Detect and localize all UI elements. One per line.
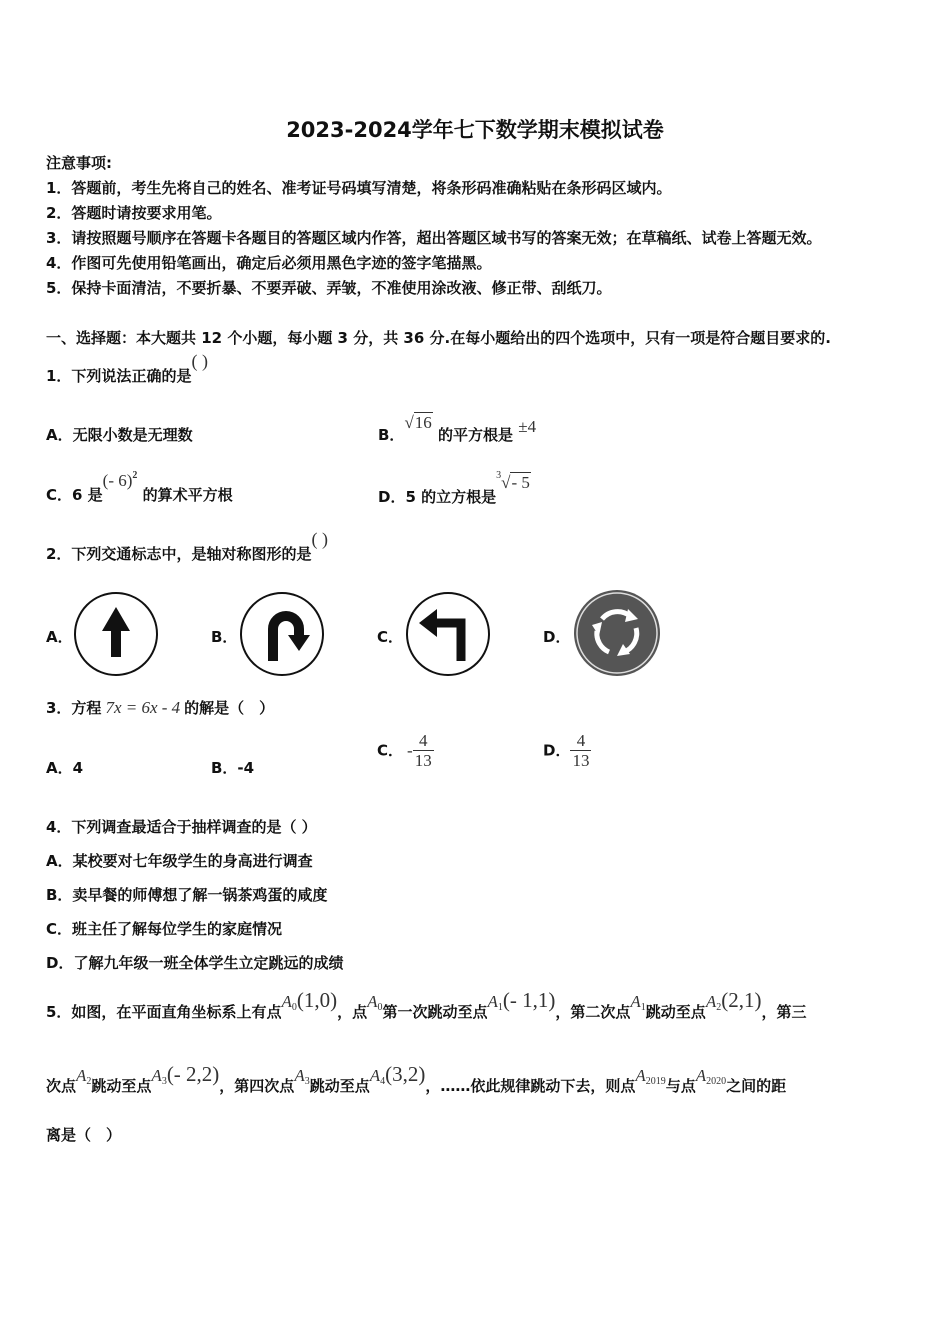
q5-text-1: 5．如图，在平面直角坐标系上有点: [46, 1003, 282, 1021]
notes-heading: 注意事项:: [46, 154, 112, 172]
q3-option-d: [543, 731, 591, 771]
question-5-line-3: 离是（ ）: [46, 1126, 122, 1144]
q1-c-label: C．6 是: [46, 486, 103, 504]
q1-stem: 1．下列说法正确的是: [46, 367, 192, 385]
q5-a2019-sub: 2019: [645, 1076, 666, 1087]
q3-stem-pre: 3．方程: [46, 699, 102, 717]
question-1: [46, 351, 208, 385]
q1-b-value: ±4: [518, 417, 537, 436]
q3-d-denominator: 13: [572, 751, 590, 770]
q5-text-7: 次点: [46, 1077, 77, 1095]
q2-paren: ( ): [311, 529, 328, 549]
question-5-line-1: [46, 988, 807, 1021]
q1-paren: ( ): [191, 351, 208, 371]
q1-d-label: D．5 的立方根是: [378, 488, 497, 506]
q5-a3b-sub: 3: [304, 1076, 310, 1087]
note-item-2: 2．答题时请按要求用笔。: [46, 204, 222, 222]
q5-a1b-sub: 1: [640, 1002, 646, 1013]
section-heading: 一、选择题：本大题共 12 个小题，每小题 3 分，共 36 分.在每小题给出的四个选项中，只有一项是符合题目要求的.: [46, 329, 831, 347]
q2-label-c: C．: [377, 628, 404, 646]
q5-a3b: A: [294, 1066, 305, 1085]
q5-text-2: ，点: [337, 1003, 368, 1021]
q1-option-c: [46, 470, 233, 504]
question-3: [46, 697, 274, 718]
q1-option-b: [378, 412, 537, 444]
q1-d-radicand: - 5: [511, 473, 530, 492]
roundabout-icon: [572, 588, 662, 678]
q5-a1: A: [487, 992, 498, 1011]
page-title: 2023-2024学年七下数学期末模拟试卷: [286, 118, 664, 142]
q2-label-a: A．: [46, 628, 73, 646]
q5-p0: (1,0): [296, 988, 338, 1012]
q3-d-label: D．: [543, 741, 571, 760]
q1-d-cuberoot: $^3$√- 5: [496, 470, 530, 492]
note-item-1: 1．答题前，考生先将自己的姓名、准考证号码填写清楚，将条形码准确粘贴在条形码区域内。: [46, 179, 672, 197]
q3-stem-post: 的解是（ ）: [184, 699, 275, 717]
q1-c-exp: 2: [132, 470, 138, 481]
q5-a2-sub: 2: [716, 1002, 722, 1013]
q5-text-8: 跳动至点: [91, 1077, 152, 1095]
q5-p3: (- 2,2): [166, 1062, 220, 1086]
q5-text-5: 跳动至点: [645, 1003, 706, 1021]
q1-option-d: [378, 470, 531, 506]
q5-text-10: 跳动至点: [309, 1077, 370, 1095]
q1-b-sqrt: √16: [404, 413, 432, 432]
q5-text-11: ，……依此规律跳动下去，则点: [425, 1077, 636, 1095]
q5-a1-sub: 1: [497, 1002, 503, 1013]
question-4-stem: 4．下列调查最适合于抽样调查的是（ ）: [46, 818, 317, 836]
q3-option-a: A．4: [46, 759, 84, 777]
left-turn-arrow-icon: [405, 591, 491, 677]
q5-text-6: ，第三: [761, 1003, 807, 1021]
q5-text-13: 之间的距: [726, 1077, 787, 1095]
question-2: [46, 529, 328, 563]
q1-b-radicand: 16: [414, 413, 432, 432]
note-item-5: 5．保持卡面清洁，不要折暴、不要弄破、弄皱，不准使用涂改液、修正带、刮纸刀。: [46, 279, 612, 297]
note-item-4: 4．作图可先使用铅笔画出，确定后必须用黑色字迹的签字笔描黑。: [46, 254, 492, 272]
q5-a3-sub: 3: [161, 1076, 167, 1087]
q5-text-9: ，第四次点: [219, 1077, 295, 1095]
q5-p1: (- 1,1): [502, 988, 556, 1012]
note-item-3: 3．请按照题号顺序在答题卡各题目的答题区域内作答，超出答题区域书写的答案无效；在草稿纸、试卷上答题无效。: [46, 229, 822, 247]
q4-option-b: B．卖早餐的师傅想了解一锅茶鸡蛋的咸度: [46, 886, 328, 904]
q2-label-d: D．: [543, 628, 571, 646]
q5-a2b: A: [76, 1066, 87, 1085]
q5-a2: A: [705, 992, 717, 1011]
q1-c-base: (- 6): [102, 471, 133, 490]
q2-stem: 2．下列交通标志中，是轴对称图形的是: [46, 545, 312, 563]
q3-option-c: [377, 731, 434, 771]
q5-a4-sub: 4: [380, 1076, 386, 1087]
q5-a0-sub: 0: [291, 1002, 297, 1013]
q4-option-a: A．某校要对七年级学生的身高进行调查: [46, 852, 313, 870]
q5-a0: A: [281, 992, 292, 1011]
q3-c-numerator: 4: [413, 731, 434, 751]
q3-equation: 7x = 6x - 4: [105, 698, 181, 717]
q5-a1b: A: [630, 992, 641, 1011]
q3-c-fraction: [413, 731, 434, 771]
q5-text-3: 第一次跳动至点: [382, 1003, 488, 1021]
q5-a2b-sub: 2: [86, 1076, 92, 1087]
q5-a3: A: [151, 1066, 162, 1085]
q2-label-b: B．: [211, 628, 238, 646]
q3-c-sign: -: [407, 740, 413, 760]
q5-p4: (3,2): [385, 1062, 426, 1086]
q1-d-index: 3: [496, 470, 502, 481]
q5-a2020-sub: 2020: [706, 1076, 727, 1087]
q3-d-numerator: 4: [570, 731, 591, 751]
q5-a2019: A: [635, 1066, 646, 1085]
q1-c-text: 的算术平方根: [142, 486, 233, 504]
u-turn-arrow-icon: [239, 591, 325, 677]
q1-option-a: A．无限小数是无理数: [46, 426, 193, 444]
q5-p2: (2,1): [721, 988, 762, 1012]
q3-c-label: C．: [377, 741, 404, 760]
q5-a0b: A: [367, 992, 378, 1011]
q5-a2020: A: [695, 1066, 707, 1085]
q3-c-denominator: 13: [414, 751, 432, 770]
q5-text-4: ，第二次点: [555, 1003, 631, 1021]
q3-d-fraction: [570, 731, 591, 771]
q5-a0b-sub: 0: [377, 1002, 383, 1013]
q1-b-label: B．: [378, 426, 405, 444]
q4-option-c: C．班主任了解每位学生的家庭情况: [46, 920, 283, 938]
straight-arrow-icon: [73, 591, 159, 677]
question-5-line-2: [46, 1062, 787, 1095]
q4-option-d: D．了解九年级一班全体学生立定跳远的成绩: [46, 954, 344, 972]
q5-a4: A: [369, 1066, 381, 1085]
q5-text-12: 与点: [665, 1077, 696, 1095]
q3-option-b: B．-4: [211, 759, 255, 777]
q1-b-text: 的平方根是: [438, 426, 514, 444]
